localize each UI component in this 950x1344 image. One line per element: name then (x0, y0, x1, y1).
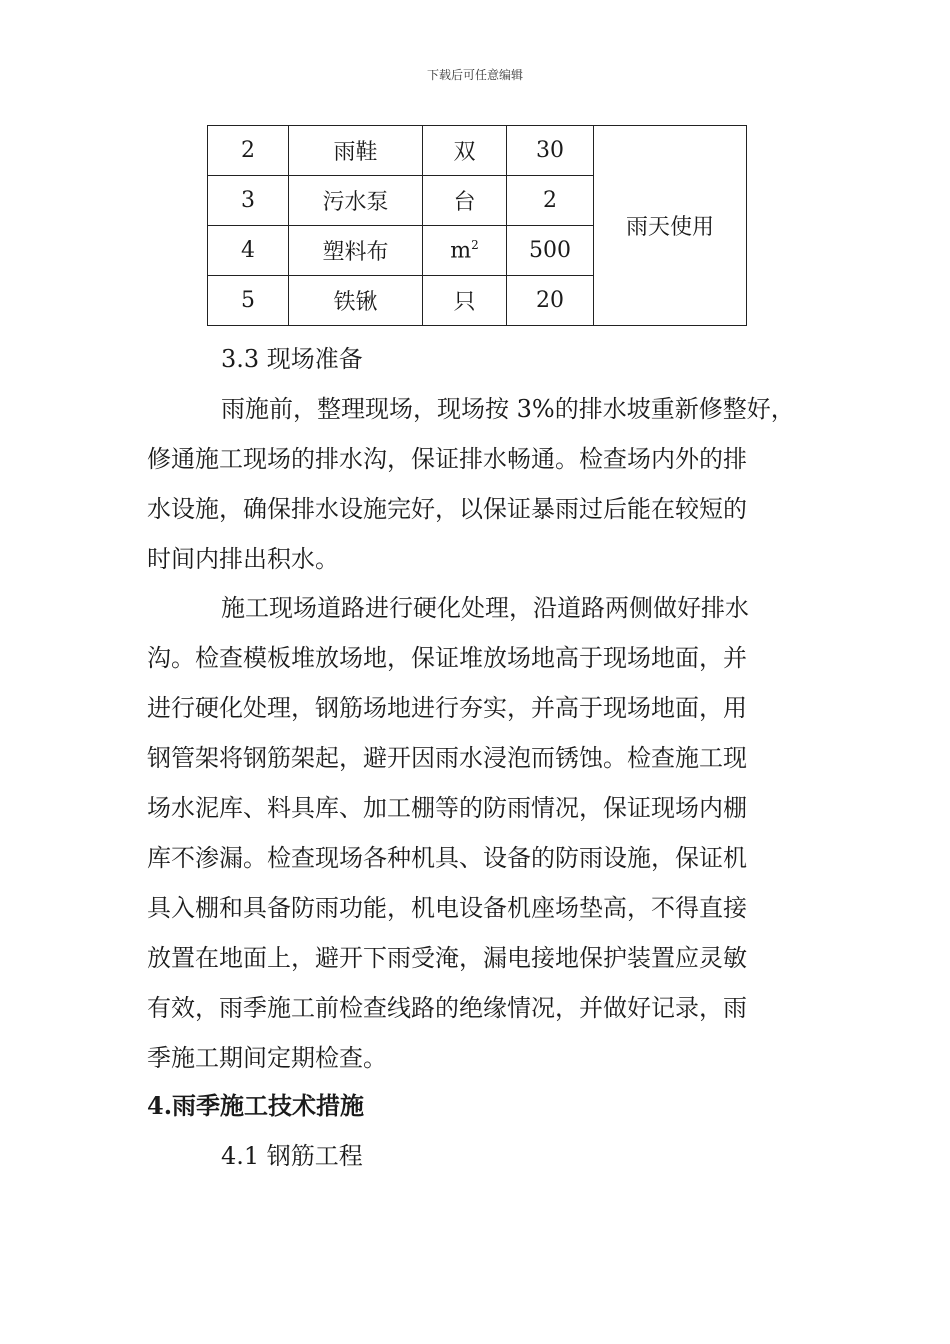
unit-cell (423, 176, 507, 226)
remark-cell: 雨天使用 (594, 126, 747, 326)
paragraph-line: 库不渗漏。检查现场各种机具、设备的防雨设施，保证机 (147, 844, 747, 872)
unit-text: m (450, 238, 472, 264)
paragraph-line: 季施工期间定期检查。 (147, 1044, 387, 1072)
paragraph-line: 放置在地面上，避开下雨受淹，漏电接地保护装置应灵敏 (147, 944, 747, 972)
table-row (208, 126, 747, 176)
row-number-cell: 3 (208, 176, 289, 226)
paragraph-line: 水设施，确保排水设施完好，以保证暴雨过后能在较短的 (147, 495, 747, 523)
section-3-3-heading: 3.3 现场准备 (221, 345, 363, 373)
section-4-1-heading: 4.1 钢筋工程 (221, 1142, 363, 1170)
quantity-cell: 500 (507, 226, 594, 276)
paragraph-line: 雨施前，整理现场，现场按 3%的排水坡重新修整好， (221, 395, 795, 423)
paragraph-line: 进行硬化处理，钢筋场地进行夯实，并高于现场地面，用 (147, 694, 747, 722)
paragraph-line: 施工现场道路进行硬化处理，沿道路两侧做好排水 (221, 594, 749, 622)
paragraph-line: 修通施工现场的排水沟，保证排水畅通。检查场内外的排 (147, 445, 747, 473)
paragraph-line: 时间内排出积水。 (147, 545, 339, 573)
row-number-cell: 4 (208, 226, 289, 276)
quantity-cell: 2 (507, 176, 594, 226)
item-name-cell: 污水泵 (289, 176, 423, 226)
section-4-heading: 4.雨季施工技术措施 (147, 1091, 365, 1120)
unit-cell (423, 276, 507, 326)
header-note: 下载后可任意编辑 (426, 68, 523, 82)
row-number-cell: 5 (208, 276, 289, 326)
item-name-cell: 塑料布 (289, 226, 423, 276)
unit-text: 只 (453, 290, 476, 315)
quantity-cell: 20 (507, 276, 594, 326)
unit-text: 双 (453, 140, 476, 165)
paragraph-line: 场水泥库、料具库、加工棚等的防雨情况，保证现场内棚 (147, 794, 747, 822)
paragraph-line: 沟。检查模板堆放场地，保证堆放场地高于现场地面，并 (147, 644, 747, 672)
unit-superscript: 2 (471, 237, 479, 252)
unit-text: 台 (453, 190, 476, 215)
item-name-cell: 雨鞋 (289, 126, 423, 176)
paragraph-line: 钢管架将钢筋架起，避开因雨水浸泡而锈蚀。检查施工现 (147, 744, 747, 772)
paragraph-line: 具入棚和具备防雨功能，机电设备机座场垫高，不得直接 (147, 894, 747, 922)
unit-cell (423, 226, 507, 276)
item-name-cell: 铁锹 (289, 276, 423, 326)
unit-cell (423, 126, 507, 176)
quantity-cell: 30 (507, 126, 594, 176)
row-number-cell: 2 (208, 126, 289, 176)
paragraph-line: 有效，雨季施工前检查线路的绝缘情况，并做好记录，雨 (147, 994, 747, 1022)
materials-table (207, 125, 747, 326)
